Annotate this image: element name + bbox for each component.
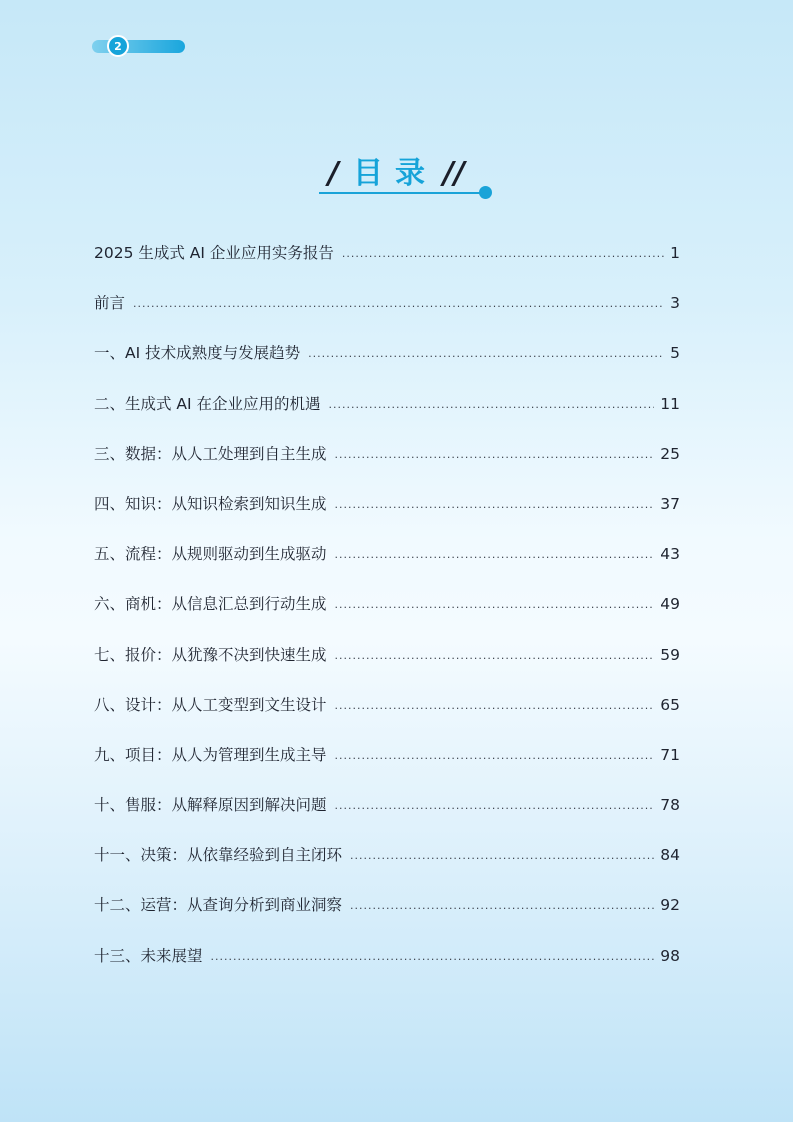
toc-leader-dots xyxy=(335,498,655,511)
toc-leader-dots xyxy=(335,749,655,762)
toc-entry-title: 三、数据：从人工处理到自主生成 xyxy=(94,444,327,463)
toc-entry[interactable] xyxy=(94,442,680,492)
page-number-badge: 2 xyxy=(107,35,129,57)
toc-entry-title: 四、知识：从知识检索到知识生成 xyxy=(94,494,327,513)
toc-entry[interactable] xyxy=(94,743,680,793)
table-of-contents xyxy=(94,241,680,994)
toc-entry-page: 49 xyxy=(660,595,680,614)
toc-entry-title: 十一、决策：从依靠经验到自主闭环 xyxy=(94,846,343,865)
toc-entry-page: 5 xyxy=(670,344,680,363)
title-underline-dot xyxy=(479,186,492,199)
toc-leader-dots xyxy=(329,398,655,411)
toc-entry-title: 2025 生成式 AI 企业应用实务报告 xyxy=(94,244,334,262)
toc-entry[interactable] xyxy=(94,893,680,943)
title-slash-left: / xyxy=(328,156,340,191)
toc-entry-title: 六、商机：从信息汇总到行动生成 xyxy=(94,595,327,614)
toc-entry[interactable] xyxy=(94,542,680,592)
toc-entry-page: 59 xyxy=(660,645,680,664)
toc-entry-page: 98 xyxy=(660,946,680,965)
toc-entry-page: 65 xyxy=(660,695,680,714)
toc-entry-title: 五、流程：从规则驱动到生成驱动 xyxy=(94,545,327,564)
title-underline xyxy=(319,192,483,194)
toc-leader-dots xyxy=(335,649,655,662)
toc-leader-dots xyxy=(335,448,655,461)
toc-entry-page: 37 xyxy=(660,494,680,513)
toc-entry-page: 1 xyxy=(670,244,680,262)
toc-entry[interactable] xyxy=(94,843,680,893)
toc-leader-dots xyxy=(350,899,654,912)
toc-entry[interactable] xyxy=(94,291,680,341)
toc-entry[interactable] xyxy=(94,241,680,291)
toc-leader-dots xyxy=(342,247,664,260)
title-label: 目录 xyxy=(353,156,438,191)
toc-entry-title: 十三、未来展望 xyxy=(94,946,203,965)
toc-entry-page: 92 xyxy=(660,896,680,915)
toc-entry-title: 十二、运营：从查询分析到商业洞察 xyxy=(94,896,343,915)
toc-entry-page: 43 xyxy=(660,545,680,564)
toc-entry-page: 71 xyxy=(660,745,680,764)
toc-entry[interactable] xyxy=(94,643,680,693)
toc-leader-dots xyxy=(335,799,655,812)
toc-entry[interactable] xyxy=(94,944,680,994)
toc-entry[interactable] xyxy=(94,793,680,843)
toc-leader-dots xyxy=(308,347,664,360)
toc-heading xyxy=(0,148,793,192)
toc-leader-dots xyxy=(335,699,655,712)
toc-leader-dots xyxy=(133,297,664,310)
toc-entry-title: 七、报价：从犹豫不决到快速生成 xyxy=(94,645,327,664)
toc-entry-page: 78 xyxy=(660,796,680,815)
toc-leader-dots xyxy=(350,849,654,862)
toc-entry-title: 二、生成式 AI 在企业应用的机遇 xyxy=(94,394,321,413)
toc-leader-dots xyxy=(335,598,655,611)
toc-entry[interactable] xyxy=(94,592,680,642)
toc-entry-title: 十、售服：从解释原因到解决问题 xyxy=(94,796,327,815)
toc-entry-title: 前言 xyxy=(94,294,126,313)
page-tab xyxy=(92,40,185,53)
toc-leader-dots xyxy=(335,548,655,561)
page-title xyxy=(328,148,465,192)
toc-entry[interactable] xyxy=(94,392,680,442)
toc-entry-title: 九、项目：从人为管理到生成主导 xyxy=(94,745,327,764)
toc-entry-title: 一、AI 技术成熟度与发展趋势 xyxy=(94,344,301,363)
toc-entry[interactable] xyxy=(94,693,680,743)
toc-entry[interactable] xyxy=(94,492,680,542)
toc-entry-page: 25 xyxy=(660,444,680,463)
toc-entry-page: 84 xyxy=(660,846,680,865)
toc-entry-title: 八、设计：从人工变型到文生设计 xyxy=(94,695,327,714)
toc-entry[interactable] xyxy=(94,341,680,391)
title-slash-right: // xyxy=(443,156,465,191)
toc-leader-dots xyxy=(211,950,655,963)
toc-entry-page: 11 xyxy=(660,394,680,413)
toc-entry-page: 3 xyxy=(670,294,680,313)
